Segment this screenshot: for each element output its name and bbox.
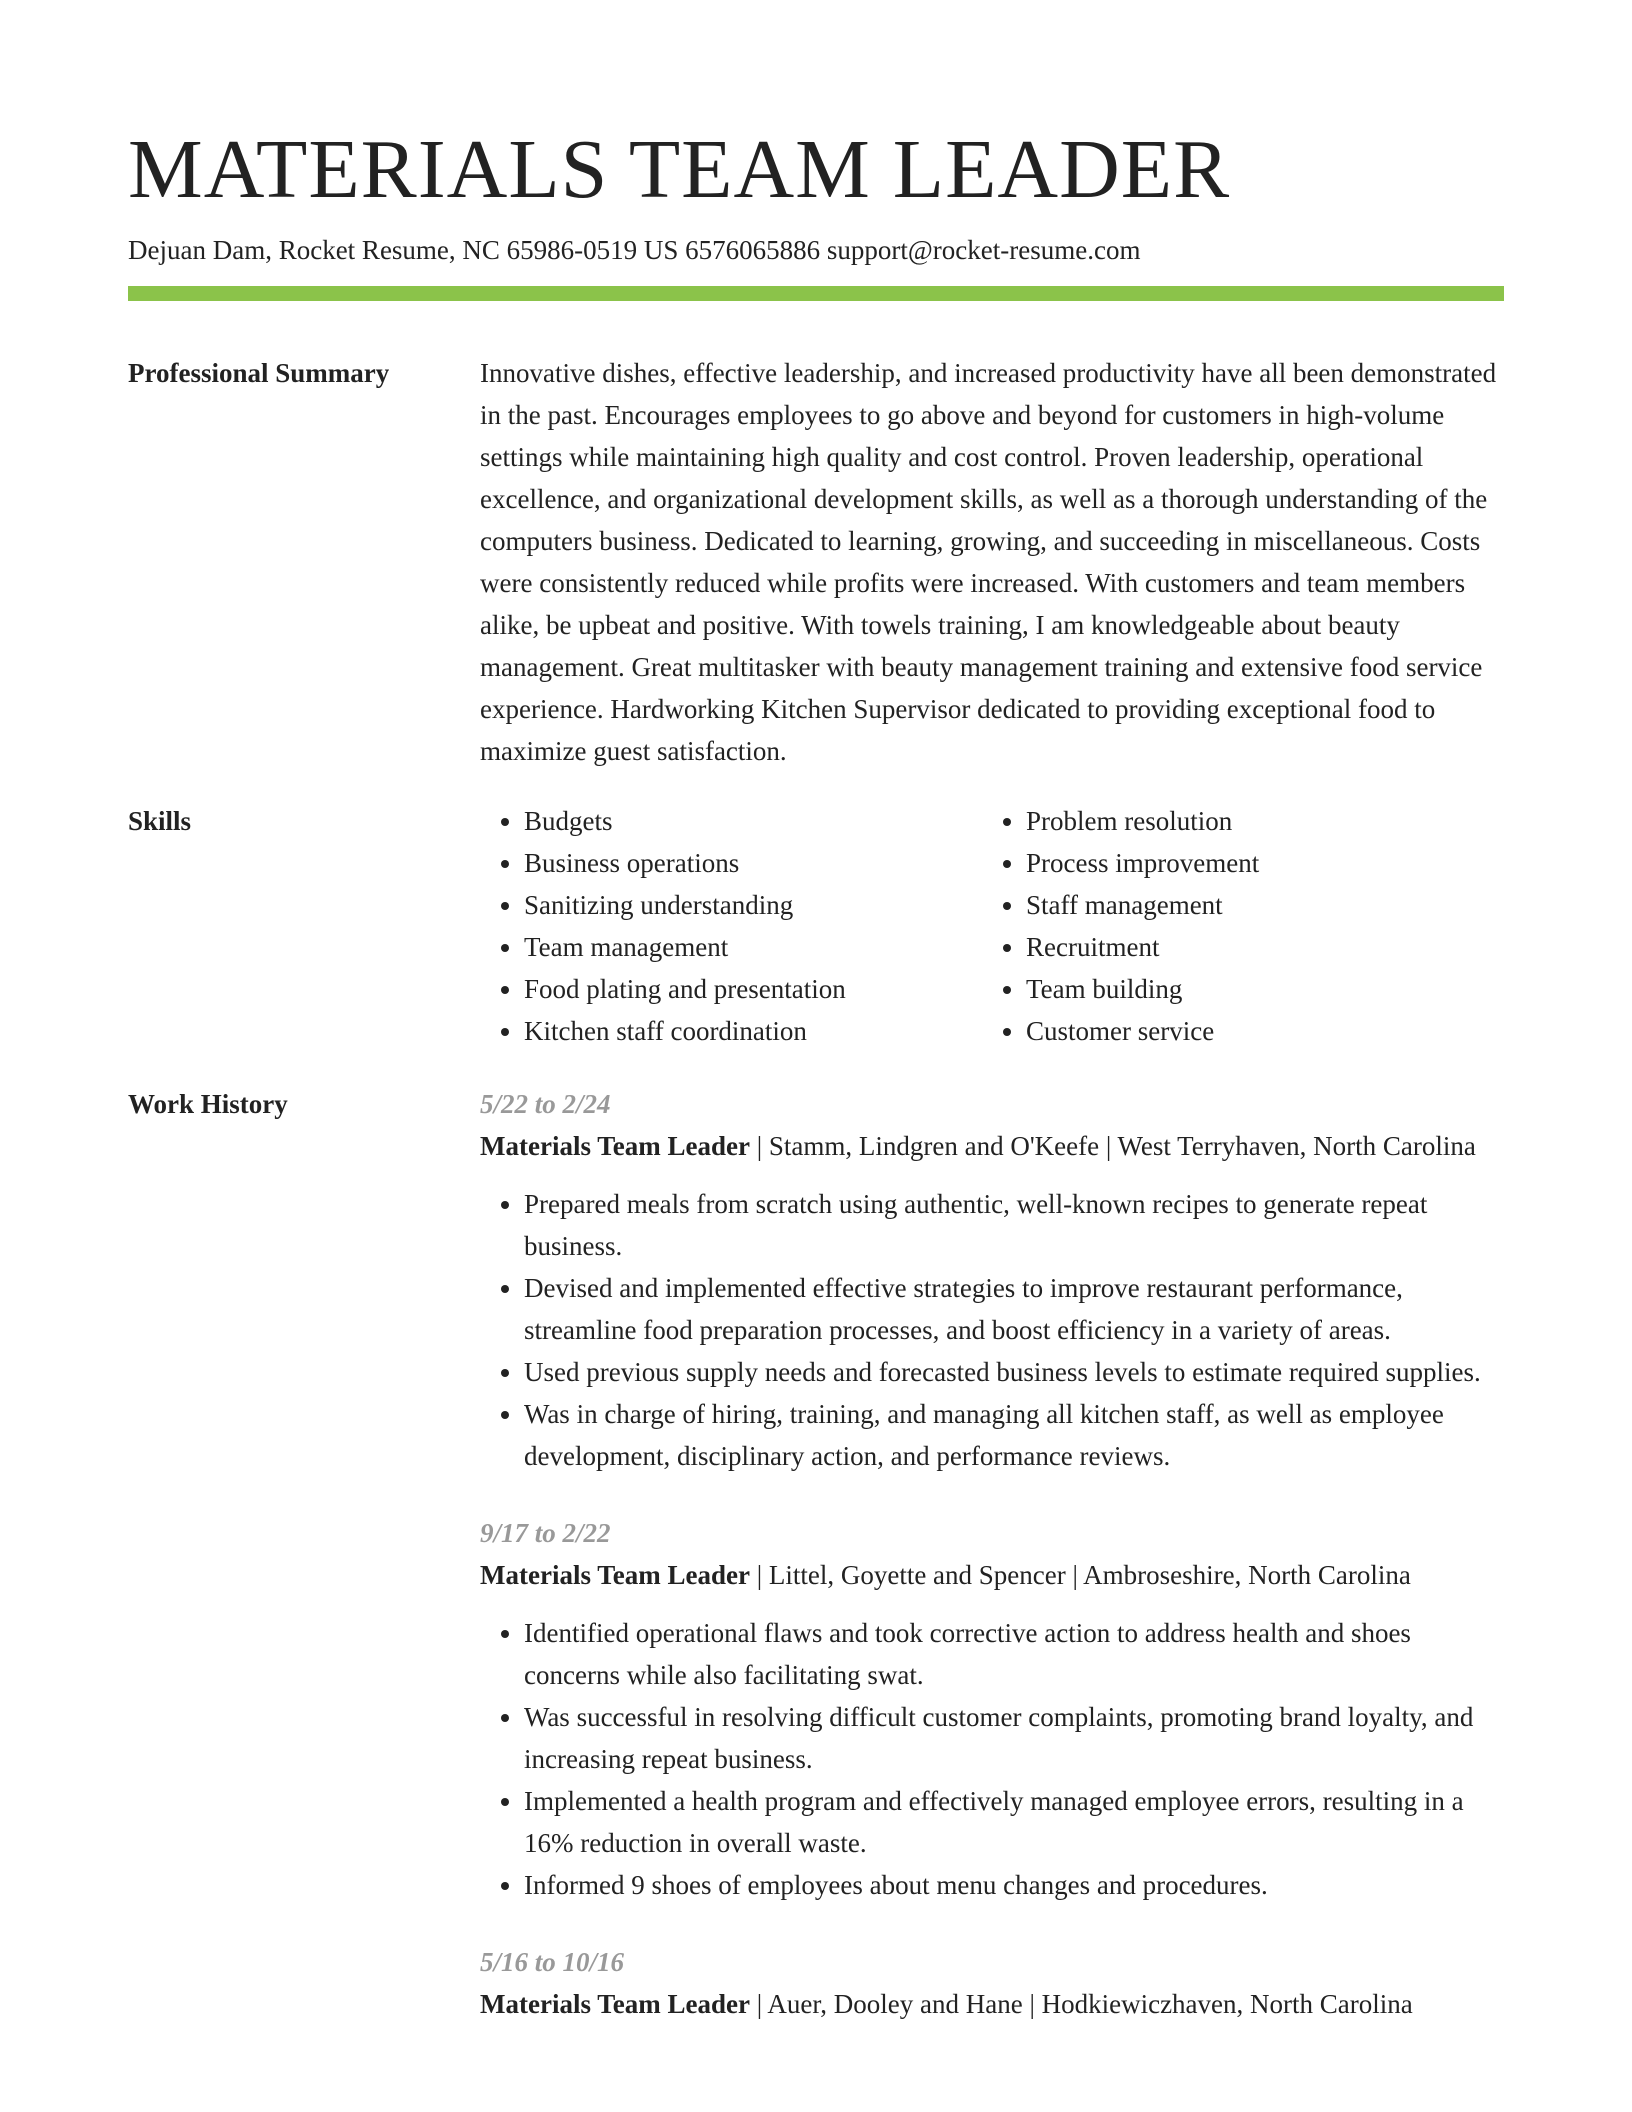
job-employer-location: | Littel, Goyette and Spencer | Ambroseshire, North Carolina xyxy=(749,1560,1411,1590)
job-heading xyxy=(480,1554,1504,1596)
skill-item: • Problem resolution xyxy=(1026,800,1259,842)
responsibility-item: • Was successful in resolving difficult customer complaints, promoting brand loyalty, and increasing repeat business. xyxy=(524,1696,1504,1780)
job-title: Materials Team Leader xyxy=(480,1131,750,1161)
job-date: 5/16 to 10/16 xyxy=(480,1947,625,1977)
responsibility-item: • Informed 9 shoes of employees about menu changes and procedures. xyxy=(524,1864,1504,1906)
job-heading xyxy=(480,1125,1504,1167)
skill-item: • Kitchen staff coordination xyxy=(524,1010,846,1052)
skill-item: • Staff management xyxy=(1026,884,1259,926)
work-history-body xyxy=(480,1083,1504,2060)
summary-text: Innovative dishes, effective leadership, and increased productivity have all been demonstrated in the past. Encourages employees to go above and beyond for customers in high-volume settings while maintaining high quality and cost control. Proven leadership, operational excellence, and organizational development skills, as well as a thorough understanding of the computers business. Dedicated to learning, growing, and succeeding in miscellaneous. Costs were consistently reduced while profits were increased. With customers and team members alike, be upbeat and positive. With towels training, I am knowledgeable about beauty management. Great multitasker with beauty management training and extensive food service experience. Hardworking Kitchen Supervisor dedicated to providing exceptional food to maximize guest satisfaction. xyxy=(480,358,1497,766)
contact-line: Dejuan Dam, Rocket Resume, NC 65986-0519 US 6576065886 support@rocket-resume.com xyxy=(128,235,1141,265)
resume-title: MATERIALS TEAM LEADER xyxy=(128,123,1231,216)
job-responsibilities xyxy=(480,1183,1504,1477)
job-employer-location: | Stamm, Lindgren and O'Keefe | West Terryhaven, North Carolina xyxy=(749,1131,1476,1161)
job-employer-location: | Auer, Dooley and Hane | Hodkiewiczhaven, North Carolina xyxy=(749,1989,1413,2019)
job-responsibilities xyxy=(480,1612,1504,1906)
responsibility-item: • Identified operational flaws and took corrective action to address health and shoes concerns while also facilitating swat. xyxy=(524,1612,1504,1696)
job-title: Materials Team Leader xyxy=(480,1560,750,1590)
accent-divider xyxy=(128,286,1504,301)
skill-item: • Budgets xyxy=(524,800,846,842)
job-heading xyxy=(480,1983,1504,2025)
job-date: 5/22 to 2/24 xyxy=(480,1089,611,1119)
responsibility-item: • Was in charge of hiring, training, and managing all kitchen staff, as well as employee development, disciplinary action, and performance reviews. xyxy=(524,1393,1504,1477)
skill-item: • Team building xyxy=(1026,968,1259,1010)
skill-item: • Food plating and presentation xyxy=(524,968,846,1010)
skills-section xyxy=(128,800,1504,1060)
summary-body xyxy=(480,352,1504,772)
work-history-section xyxy=(128,1083,1504,2112)
skill-item: • Recruitment xyxy=(1026,926,1259,968)
job-date: 9/17 to 2/22 xyxy=(480,1518,611,1548)
job-entry xyxy=(480,1512,1504,1906)
skill-item: • Sanitizing understanding xyxy=(524,884,846,926)
summary-section xyxy=(128,352,1504,772)
summary-heading: Professional Summary xyxy=(128,358,390,388)
skills-heading: Skills xyxy=(128,806,192,836)
responsibility-item: • Devised and implemented effective strategies to improve restaurant performance, streamline food preparation processes, and boost efficiency in a variety of areas. xyxy=(524,1267,1504,1351)
job-title: Materials Team Leader xyxy=(480,1989,750,2019)
skill-item: • Business operations xyxy=(524,842,846,884)
skills-list-left xyxy=(480,800,846,1052)
skill-item: • Team management xyxy=(524,926,846,968)
job-entry xyxy=(480,1083,1504,1477)
skill-item: • Process improvement xyxy=(1026,842,1259,884)
skills-list-right xyxy=(982,800,1259,1052)
responsibility-item: • Implemented a health program and effectively managed employee errors, resulting in a 16% reduction in overall waste. xyxy=(524,1780,1504,1864)
work-history-heading: Work History xyxy=(128,1089,288,1119)
responsibility-item: • Used previous supply needs and forecasted business levels to estimate required supplies. xyxy=(524,1351,1504,1393)
job-entry xyxy=(480,1941,1504,2025)
responsibility-item: • Prepared meals from scratch using authentic, well-known recipes to generate repeat business. xyxy=(524,1183,1504,1267)
skill-item: • Customer service xyxy=(1026,1010,1259,1052)
